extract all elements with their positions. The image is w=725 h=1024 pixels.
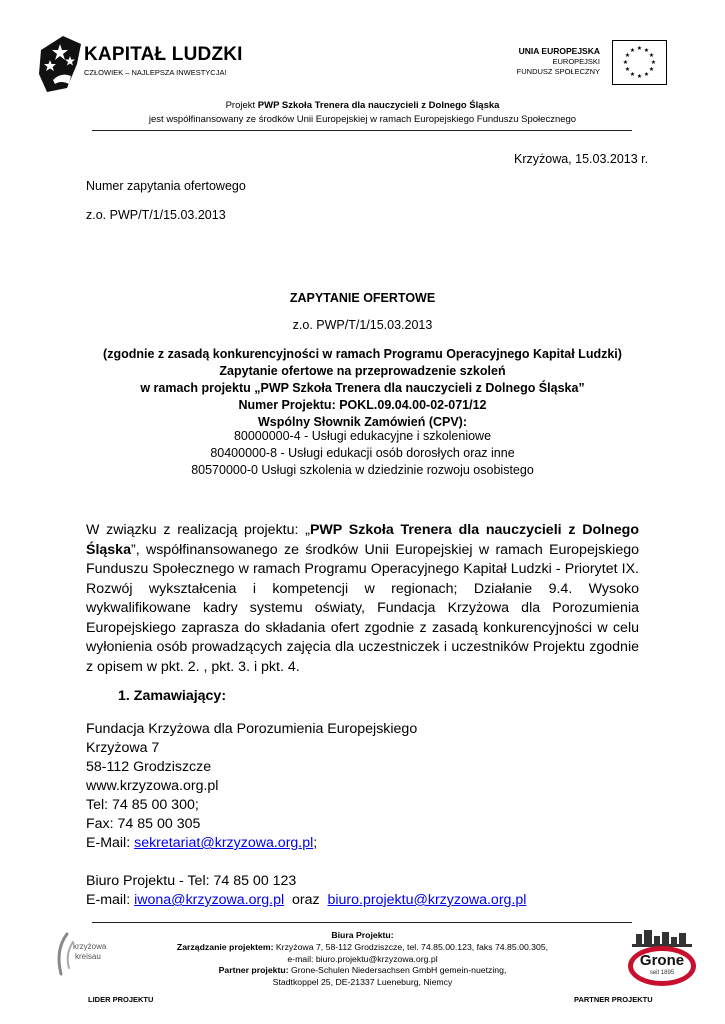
svg-text:★: ★: [650, 59, 657, 66]
contact-street: Krzyżowa 7: [86, 740, 160, 756]
project-name: PWP Szkoła Trenera dla nauczycieli z Dolnego Śląska: [257, 100, 500, 111]
svg-text:★: ★: [648, 66, 655, 73]
para-project-name: PWP Szkoła Trenera dla nauczycieli z Dolnego Śląska: [86, 522, 639, 558]
cpv-item: 80000000-4 - Usługi edukacyjne i szkoleniowe: [233, 429, 492, 443]
intro-paragraph: [86, 521, 639, 677]
grone-name: Grone: [639, 952, 685, 969]
management-text: Krzyżowa 7, 58-112 Grodziszcze, tel. 74.85.00.123, faks 74.85.00.305,: [273, 941, 549, 952]
project-header-line: [0, 100, 725, 111]
office-email-label: E-mail:: [86, 892, 135, 908]
svg-text:★: ★: [624, 52, 631, 59]
document-title: ZAPYTANIE OFERTOWE: [289, 291, 436, 305]
document-reference: z.o. PWP/T/1/15.03.2013: [292, 318, 433, 332]
krzyzowa-logo-line-1: krzyżowa: [73, 942, 107, 951]
contact-org: Fundacja Krzyżowa dla Porozumienia Europejskiego: [86, 721, 418, 737]
email-link[interactable]: sekretariat@krzyzowa.org.pl: [134, 835, 314, 851]
partner-label: Partner projektu:: [218, 965, 289, 976]
krzyzowa-logo: [45, 928, 125, 983]
svg-text:★: ★: [643, 47, 650, 54]
grone-since: seit 1895: [649, 970, 675, 976]
footer-partner-address: Stadtkoppel 25, DE-21337 Lueneburg, Niemcy: [272, 977, 453, 988]
ue-line-3: FUNDUSZ SPOŁECZNY: [516, 67, 600, 76]
contact-www: www.krzyzowa.org.pl: [86, 778, 219, 794]
eu-flag-icon: [612, 40, 667, 85]
cpv-list: [0, 428, 725, 479]
ue-line-1: UNIA EUROPEJSKA: [518, 46, 600, 56]
header-divider: [92, 130, 632, 131]
office-email-link-1[interactable]: iwona@krzyzowa.org.pl: [134, 892, 285, 908]
krzyzowa-logo-line-2: kreisau: [75, 952, 101, 961]
section-1-heading: 1. Zamawiający:: [118, 688, 227, 704]
svg-text:★: ★: [636, 73, 643, 80]
ue-line-2: EUROPEJSKI: [552, 56, 600, 66]
kapital-ludzki-slogan: CZŁOWIEK – NAJLEPSZA INWESTYCJA!: [84, 68, 227, 77]
footer-email-line: e-mail: biuro.projektu@krzyzowa.org.pl: [287, 953, 438, 964]
project-prefix: Projekt: [225, 100, 258, 111]
detail-line: Numer Projektu: POKL.09.04.00-02-071/12: [238, 398, 487, 412]
contact-tel: Tel: 74 85 00 300;: [86, 797, 199, 813]
email-label: E-Mail:: [86, 835, 135, 851]
contact-block: [86, 720, 526, 910]
svg-text:★: ★: [648, 52, 655, 59]
grone-logo: [626, 928, 698, 990]
para-before: W związku z realizacją projektu: „: [86, 522, 310, 538]
footer-divider: [92, 922, 632, 923]
office-email-conjunction: oraz: [284, 892, 328, 908]
email-suffix: ;: [313, 835, 318, 851]
kapital-ludzki-emblem-icon: [37, 34, 83, 94]
cpv-item: 80570000-0 Usługi szkolenia w dziedzinie rozwoju osobistego: [191, 463, 534, 477]
svg-text:★: ★: [622, 59, 629, 66]
spacer: [86, 853, 526, 872]
svg-text:★: ★: [643, 71, 650, 78]
footer-partner-line: [130, 965, 595, 977]
office-tel: Biuro Projektu - Tel: 74 85 00 123: [86, 873, 297, 889]
footer-text: [130, 930, 595, 989]
leader-caption: LIDER PROJEKTU: [88, 995, 154, 1004]
cpv-item: 80400000-8 - Usługi edukacji osób dorosłych oraz inne: [210, 446, 515, 460]
para-after: ”, współfinansowanego ze środków Unii Europejskiej w ramach Europejskiego Funduszu Społecznego w ramach Programu Operacyjnego Kapitał Ludzki - Priorytet IX. Rozwój wykształcenia i kompetencji w regionach; Działanie 9.4. Wysoko wykwalifikowane kadry systemu oświaty, Fundacja Krzyżowa dla Porozumienia Europejskiego zaprasza do składania ofert zgodnie z zasadą konkurencyjności w celu wyłonienia osób prowadzących zajęcia dla uczestniczek i uczestników Projektu zgodnie z opisem w pkt. 2. , pkt. 3. i pkt. 4.: [86, 541, 639, 675]
partner-caption: PARTNER PROJEKTU: [574, 995, 653, 1004]
inquiry-number-label: Numer zapytania ofertowego: [86, 179, 246, 193]
svg-text:★: ★: [629, 47, 636, 54]
title-details: [0, 346, 725, 431]
date-line: Krzyżowa, 15.03.2013 r.: [514, 152, 649, 166]
contact-city: 58-112 Grodziszcze: [86, 759, 212, 775]
svg-text:★: ★: [624, 66, 631, 73]
contact-email-line: [86, 834, 526, 853]
cofinance-line: jest współfinansowany ze środków Unii Europejskiej w ramach Europejskiego Funduszu Społecznego: [148, 114, 577, 125]
svg-text:★: ★: [636, 45, 643, 52]
office-email-link-2[interactable]: biuro.projektu@krzyzowa.org.pl: [327, 892, 527, 908]
footer-heading: Biura Projektu:: [331, 930, 394, 940]
svg-text:★: ★: [629, 71, 636, 78]
office-email-line: [86, 891, 526, 910]
detail-line: Wspólny Słownik Zamówień (CPV):: [257, 415, 468, 429]
footer-management-line: [130, 942, 595, 954]
partner-text: Grone-Schulen Niedersachsen GmbH gemein-nuetzing,: [288, 965, 507, 976]
eu-fund-label: [500, 46, 600, 78]
inquiry-number-value: z.o. PWP/T/1/15.03.2013: [86, 208, 226, 222]
detail-line: w ramach projektu „PWP Szkoła Trenera dla nauczycieli z Dolnego Śląska”: [140, 381, 585, 395]
detail-line: Zapytanie ofertowe na przeprowadzenie szkoleń: [219, 364, 506, 378]
detail-line: (zgodnie z zasadą konkurencyjności w ramach Programu Operacyjnego Kapitał Ludzki): [103, 347, 622, 361]
kapital-ludzki-title: KAPITAŁ LUDZKI: [84, 44, 243, 65]
contact-fax: Fax: 74 85 00 305: [86, 816, 201, 832]
management-label: Zarządzanie projektem:: [176, 941, 274, 952]
